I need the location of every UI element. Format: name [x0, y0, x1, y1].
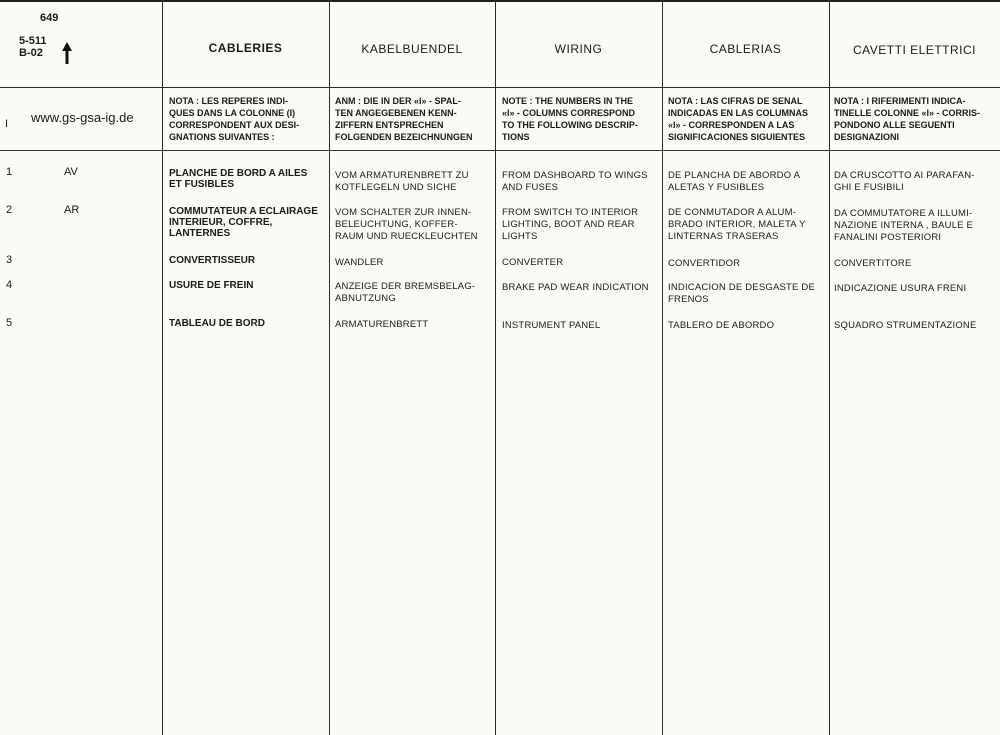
row-number: 2	[6, 204, 13, 216]
column-divider-3	[495, 0, 496, 735]
row-number: 3	[6, 254, 13, 266]
row-it: DA COMMUTATORE A ILLUMI- NAZIONE INTERNA , BAULE E FANALINI POSTERIORI	[834, 208, 974, 243]
row-de: ARMATURENBRETT	[335, 319, 429, 330]
row-it: INDICAZIONE USURA FRENI	[834, 283, 967, 294]
row-fr: PLANCHE DE BORD A AILES ET FUSIBLES	[169, 168, 308, 190]
row-de: WANDLER	[335, 257, 384, 268]
note-en: NOTE : THE NUMBERS IN THE «I» - COLUMNS CORRESPOND TO THE FOLLOWING DESCRIP- TIONS	[502, 96, 638, 142]
row-it: CONVERTITORE	[834, 258, 912, 269]
row-it: SQUADRO STRUMENTAZIONE	[834, 320, 977, 331]
row-de: VOM ARMATURENBRETT ZU KOTFLEGELN UND SICHE	[335, 170, 469, 193]
column-divider-5	[829, 0, 830, 735]
column-marker: I	[5, 118, 9, 130]
header-de: KABELBUENDEL	[361, 42, 463, 56]
page-number: 649	[40, 12, 59, 24]
row-de: ANZEIGE DER BREMSBELAG- ABNUTZUNG	[335, 281, 476, 304]
note-fr: NOTA : LES REPERES INDI- QUES DANS LA COLONNE (I) CORRESPONDENT AUX DESI- GNATIONS SUIVANTES :	[169, 96, 300, 142]
column-divider-2	[329, 0, 330, 735]
header-it: CAVETTI ELETTRICI	[853, 43, 976, 57]
row-fr: COMMUTATEUR A ECLAIRAGE INTERIEUR, COFFRE, LANTERNES	[169, 206, 318, 239]
column-divider-4	[662, 0, 663, 735]
notes-divider	[0, 150, 1000, 151]
reference-code: 5-511 B-02	[19, 35, 47, 59]
row-number: 5	[6, 317, 13, 329]
row-number: 1	[6, 166, 13, 178]
row-fr: USURE DE FREIN	[169, 280, 254, 291]
row-en: FROM DASHBOARD TO WINGS AND FUSES	[502, 170, 648, 193]
top-border	[0, 0, 1000, 2]
row-position: AR	[64, 204, 80, 216]
row-position: AV	[64, 166, 78, 178]
header-en: WIRING	[554, 42, 603, 56]
row-en: FROM SWITCH TO INTERIOR LIGHTING, BOOT AND REAR LIGHTS	[502, 207, 639, 242]
column-divider-1	[162, 0, 163, 735]
header-fr: CABLERIES	[208, 41, 283, 55]
row-es: DE CONMUTADOR A ALUM- BRADO INTERIOR, MALETA Y LINTERNAS TRASERAS	[668, 207, 806, 242]
row-en: CONVERTER	[502, 257, 564, 268]
row-es: INDICACION DE DESGASTE DE FRENOS	[668, 282, 815, 305]
row-es: DE PLANCHA DE ABORDO A ALETAS Y FUSIBLES	[668, 170, 801, 193]
row-en: INSTRUMENT PANEL	[502, 320, 601, 331]
row-number: 4	[6, 279, 13, 291]
note-it: NOTA : I RIFERIMENTI INDICA- TINELLE COLONNE «I» - CORRIS- PONDONO ALLE SEGUENTI DESIGNAZIONI	[834, 96, 981, 142]
row-de: VOM SCHALTER ZUR INNEN- BELEUCHTUNG, KOFFER- RAUM UND RUECKLEUCHTEN	[335, 207, 478, 242]
note-de: ANM : DIE IN DER «I» - SPAL- TEN ANGEGEBENEN KENN- ZIFFERN ENTSPRECHEN FOLGENDEN BEZEICHNUNGEN	[335, 96, 473, 142]
row-en: BRAKE PAD WEAR INDICATION	[502, 282, 649, 293]
row-fr: CONVERTISSEUR	[169, 255, 256, 266]
header-divider	[0, 87, 1000, 88]
website-link[interactable]: www.gs-gsa-ig.de	[31, 110, 134, 125]
note-es: NOTA : LAS CIFRAS DE SENAL INDICADAS EN LAS COLUMNAS «I» - CORRESPONDEN A LAS SIGNIFICACIONES SIGUIENTES	[668, 96, 809, 142]
header-es: CABLERIAS	[709, 42, 782, 56]
row-it: DA CRUSCOTTO AI PARAFAN- GHI E FUSIBILI	[834, 170, 975, 193]
row-es: CONVERTIDOR	[668, 258, 741, 269]
up-arrow-icon	[61, 42, 73, 64]
row-es: TABLERO DE ABORDO	[668, 320, 775, 331]
row-fr: TABLEAU DE BORD	[169, 318, 265, 329]
